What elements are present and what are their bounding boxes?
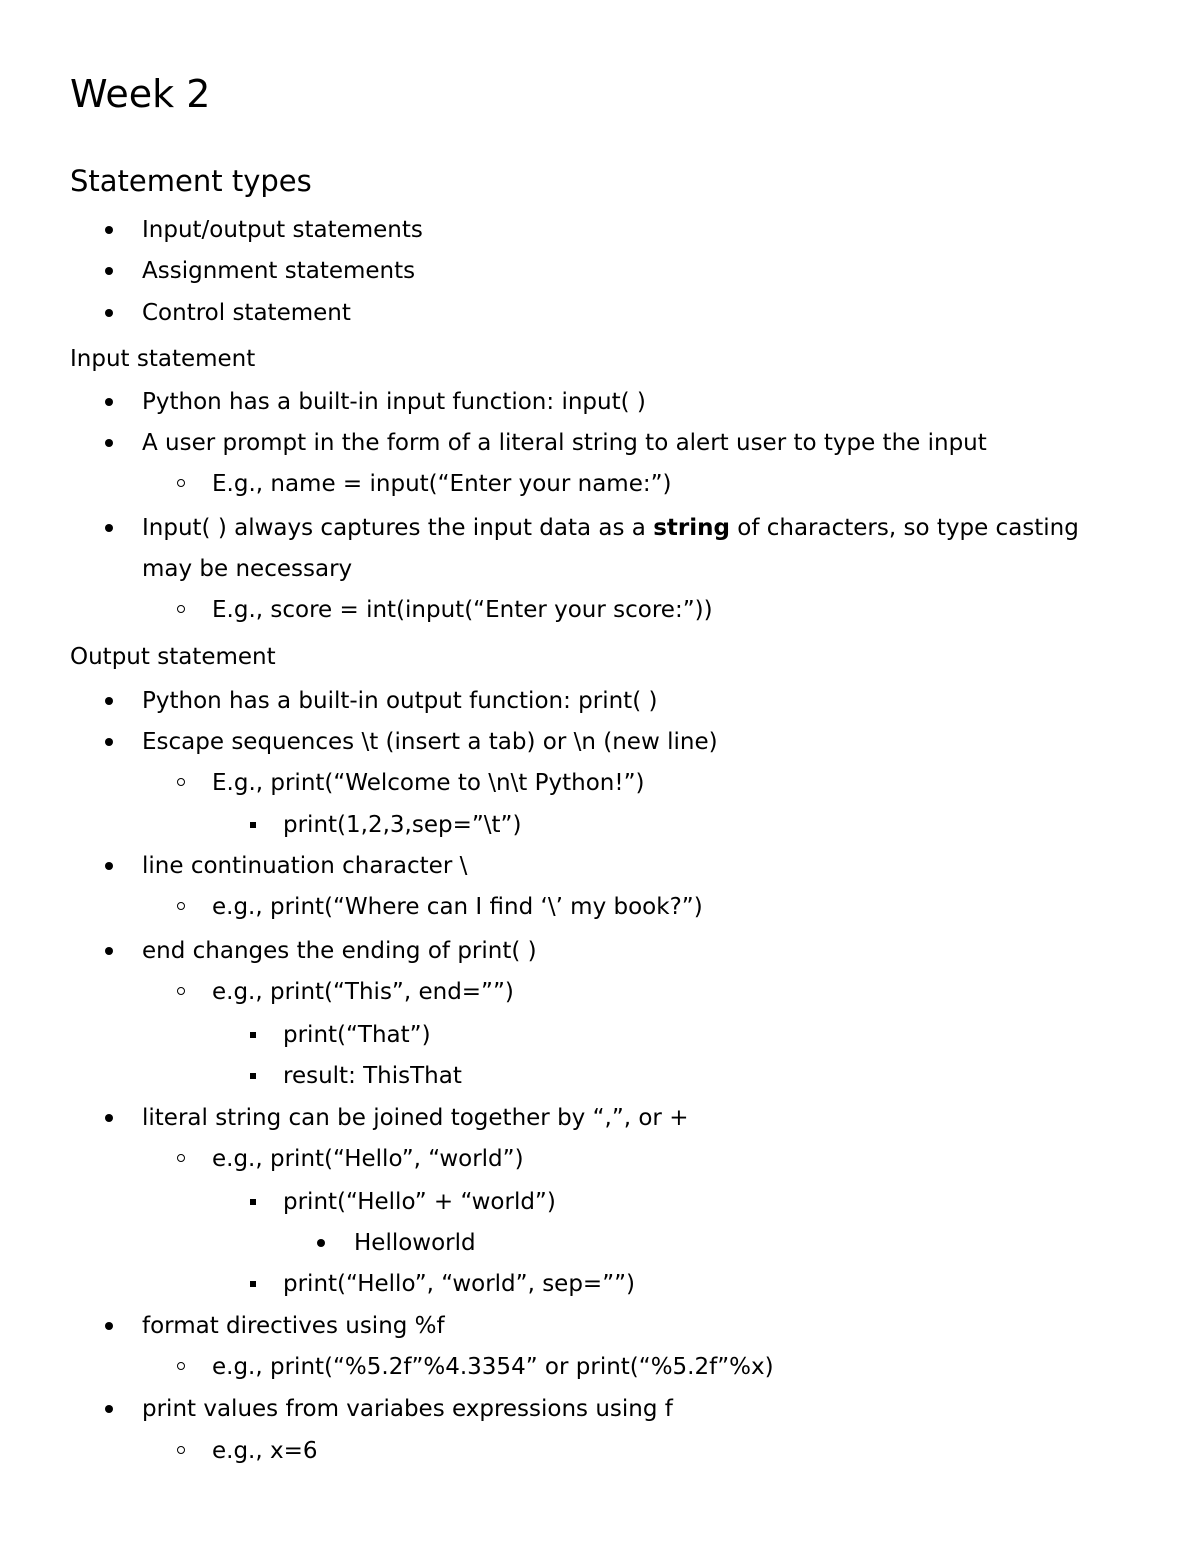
list-item: format directives using %f [142,1311,445,1341]
bullet-icon [105,697,113,705]
list-item: Input/output statements [142,215,423,245]
list-item: Control statement [142,298,351,328]
bullet-icon [105,862,113,870]
list-item: Assignment statements [142,256,415,286]
bullet-icon [105,226,113,234]
list-item: print(“That”) [283,1020,431,1050]
list-item: result: ThisThat [283,1061,462,1091]
circle-bullet-icon [177,1154,185,1162]
square-bullet-icon [250,1032,256,1038]
bullet-icon [317,1239,325,1247]
bullet-icon [105,398,113,406]
list-item: E.g., name = input(“Enter your name:”) [212,469,671,499]
bullet-icon [105,1405,113,1413]
bullet-icon [105,738,113,746]
list-item: print(“Hello” + “world”) [283,1187,556,1217]
list-item: e.g., x=6 [212,1436,318,1466]
circle-bullet-icon [177,902,185,910]
list-item: e.g., print(“Hello”, “world”) [212,1144,524,1174]
list-item: A user prompt in the form of a literal string to alert user to type the input [142,428,987,458]
square-bullet-icon [250,822,256,828]
list-item: E.g., score = int(input(“Enter your score:”)) [212,595,713,625]
list-item: literal string can be joined together by “,”, or + [142,1103,688,1133]
list-item: E.g., print(“Welcome to \n\t Python!”) [212,768,644,798]
bullet-icon [105,1114,113,1122]
list-item: print(“Hello”, “world”, sep=””) [283,1269,635,1299]
circle-bullet-icon [177,987,185,995]
circle-bullet-icon [177,605,185,613]
square-bullet-icon [250,1281,256,1287]
list-item: Escape sequences \t (insert a tab) or \n (new line) [142,727,718,757]
list-item: e.g., print(“%5.2f”%4.3354” or print(“%5.2f”%x) [212,1352,774,1382]
bullet-icon [105,1322,113,1330]
list-item: e.g., print(“This”, end=””) [212,977,514,1007]
list-item: e.g., print(“Where can I find ‘\’ my book?”) [212,892,703,922]
circle-bullet-icon [177,1446,185,1454]
list-item: Python has a built-in output function: print( ) [142,686,657,716]
circle-bullet-icon [177,1362,185,1370]
bullet-icon [105,309,113,317]
list-item: print values from variabes expressions using f [142,1394,673,1424]
bullet-icon [105,524,113,532]
bullet-icon [105,267,113,275]
square-bullet-icon [250,1073,256,1079]
list-item: end changes the ending of print( ) [142,936,537,966]
list-item: print(1,2,3,sep=”\t”) [283,810,521,840]
circle-bullet-icon [177,778,185,786]
square-bullet-icon [250,1199,256,1205]
list-item: Python has a built-in input function: input( ) [142,387,646,417]
section-heading-output: Output statement [70,644,276,670]
bold-text: string [653,515,730,541]
circle-bullet-icon [177,479,185,487]
list-item: line continuation character \ [142,851,467,881]
section-title-statement-types: Statement types [70,164,312,198]
bullet-icon [105,439,113,447]
page-title: Week 2 [70,72,211,116]
list-item: Input( ) always captures the input data as a string of characters, so type casting may be necessary [142,508,1122,590]
list-item: Helloworld [354,1228,476,1258]
section-heading-input: Input statement [70,346,256,372]
bullet-icon [105,947,113,955]
